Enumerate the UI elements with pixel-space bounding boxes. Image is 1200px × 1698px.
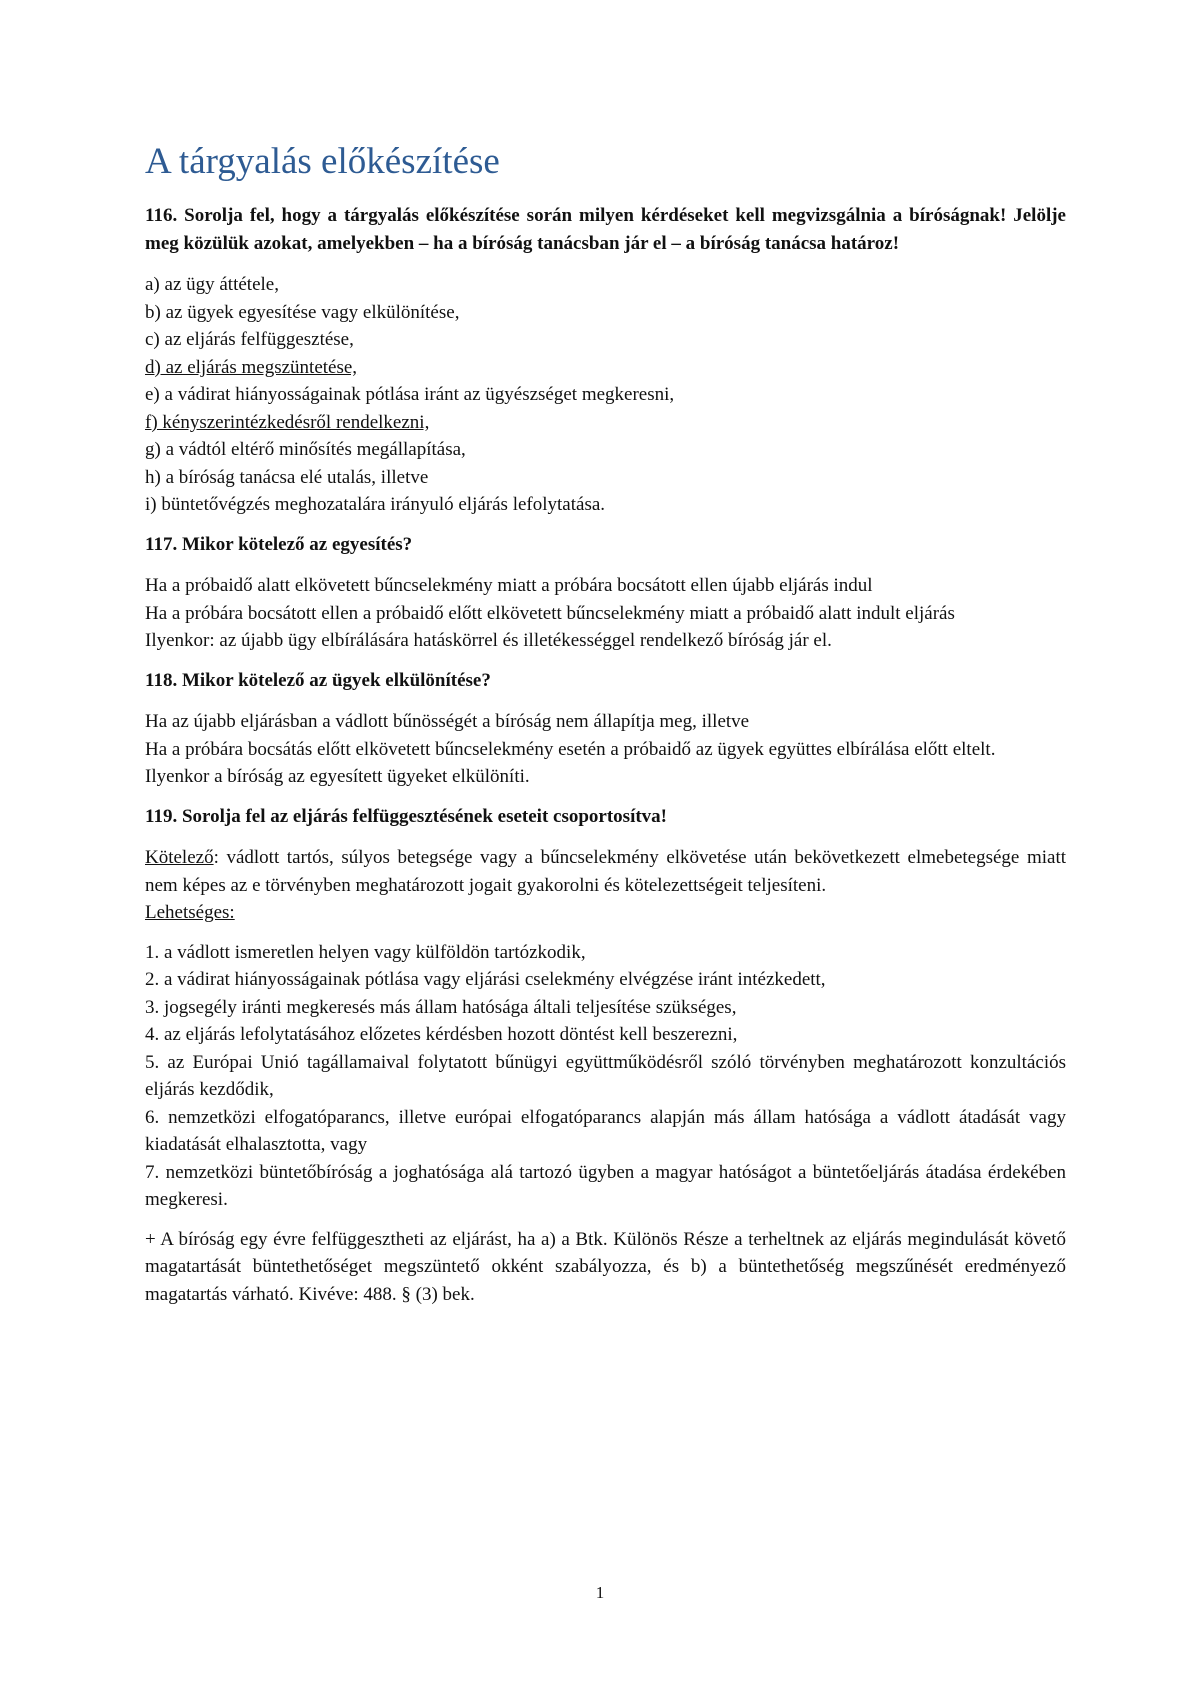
answer-line: Ilyenkor a bíróság az egyesített ügyeket elkülöníti. [145,766,530,788]
question-116: 116. Sorolja fel, hogy a tárgyalás előkészítése során milyen kérdéseket kell megvizsgálnia a bíróságnak! Jelölje meg közülük azokat, amelyekben – ha a bíróság tanácsban jár el – a bíróság tanácsa határoz! [145,205,1066,254]
list-item: e) a vádirat hiányosságainak pótlása iránt az ügyészséget megkeresni, [145,384,675,406]
question-117: 117. Mikor kötelező az egyesítés? [145,533,413,555]
question-119: 119. Sorolja fel az eljárás felfüggesztésének eseteit csoportosítva! [145,805,668,827]
page-number: 1 [595,1583,605,1602]
list-item: c) az eljárás felfüggesztése, [145,329,354,351]
list-item: f) kényszerintézkedésről rendelkezni, [145,411,430,433]
answer-line: Ha a próbaidő alatt elkövetett bűncselekmény miatt a próbára bocsátott ellen újabb eljárás indul [145,575,873,597]
q116-list [145,271,1066,519]
list-item: h) a bíróság tanácsa elé utalás, illetve [145,466,429,488]
list-item: 5. az Európai Unió tagállamaival folytatott bűnügyi együttműködésről szóló törvényben meghatározott konzultációs eljárás kezdődik, [145,1051,1066,1101]
answer-line: Ha az újabb eljárásban a vádlott bűnösségét a bíróság nem állapítja meg, illetve [145,711,750,733]
answer-line: Ha a próbára bocsátott ellen a próbaidő előtt elkövetett bűncselekmény miatt a próbaidő alatt indult eljárás [145,602,955,624]
list-item: b) az ügyek egyesítése vagy elkülönítése, [145,301,460,323]
mandatory-label: Kötelező [145,847,214,869]
answer-line: Ha a próbára bocsátás előtt elkövetett bűncselekmény esetén a próbaidő az ügyek együttes elbírálása előtt eltelt. [145,738,996,760]
list-item: 2. a vádirat hiányosságainak pótlása vagy eljárási cselekmény elvégzése iránt intézkedett, [145,969,826,991]
list-item: 4. az eljárás lefolytatásához előzetes kérdésben hozott döntést kell beszerezni, [145,1024,738,1046]
q119-answer [145,844,1066,1308]
list-item: d) az eljárás megszüntetése, [145,356,358,378]
list-item: a) az ügy áttétele, [145,274,279,296]
list-item: 3. jogsegély iránti megkeresés más állam hatósága általi teljesítése szükséges, [145,996,737,1018]
list-item: i) büntetővégzés meghozatalára irányuló eljárás lefolytatása. [145,494,606,516]
list-item: g) a vádtól eltérő minősítés megállapítása, [145,439,466,461]
list-item: 7. nemzetközi büntetőbíróság a joghatósága alá tartozó ügyben a magyar hatóságot a büntetőeljárás átadása érdekében megkeresi. [145,1161,1066,1211]
list-item: 6. nemzetközi elfogatóparancs, illetve európai elfogatóparancs alapján más állam hatósága a vádlott átadását vagy kiadatását elhalasztotta, vagy [145,1106,1066,1156]
note-paragraph: + A bíróság egy évre felfüggesztheti az eljárást, ha a) a Btk. Különös Része a terheltnek az eljárás megindulását követő magatartását büntethetőséget megszüntető okként szabályozza, és b) a büntethetőség megszűnését eredményező magatartás várható. Kivéve: 488. § (3) bek. [145,1228,1066,1305]
optional-label: Lehetséges: [145,902,235,924]
mandatory-paragraph [145,844,1066,899]
q118-answer [145,708,1066,791]
list-item: 1. a vádlott ismeretlen helyen vagy külföldön tartózkodik, [145,941,586,963]
answer-line: Ilyenkor: az újabb ügy elbírálására hatáskörrel és illetékességgel rendelkező bíróság jár el. [145,630,832,652]
mandatory-text: : vádlott tartós, súlyos betegsége vagy a bűncselekmény elkövetése után bekövetkezett elmebetegsége miatt nem képes az e törvényben meghatározott jogait gyakorolni és kötelezettségeit teljesíteni. [145,847,1066,896]
q119-list [145,939,1066,1214]
page-title: A tárgyalás előkészítése [145,141,500,182]
question-118: 118. Mikor kötelező az ügyek elkülönítése? [145,669,491,691]
q117-answer [145,572,1066,655]
